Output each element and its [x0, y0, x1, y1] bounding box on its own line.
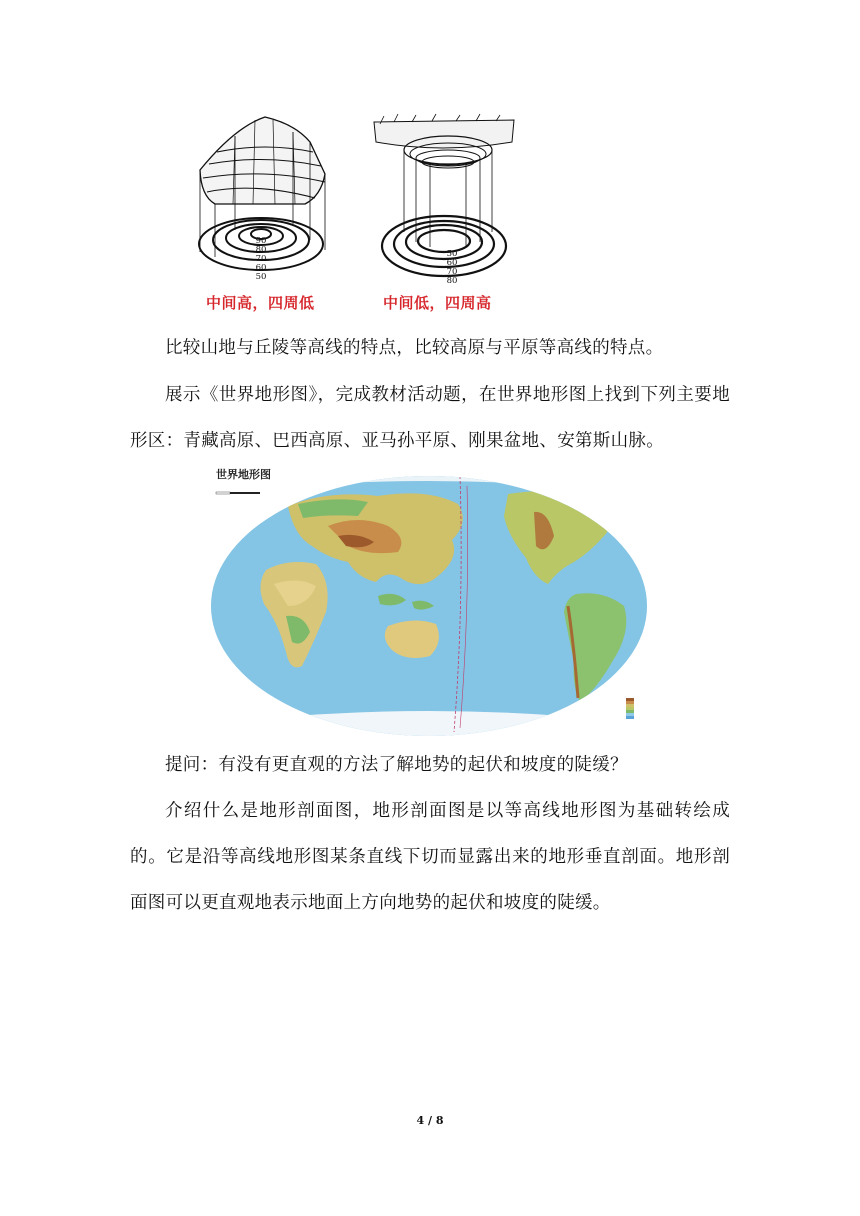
hill-contour-labels	[256, 236, 267, 282]
basin-contour-label: 50	[446, 249, 458, 259]
paragraph-world-map-activity: 展示《世界地形图》，完成教材活动题，在世界地形图上找到下列主要地形区：青藏高原、巴西高原、亚马孙平原、刚果盆地、安第斯山脉。	[130, 385, 730, 451]
basin-contour-labels	[447, 249, 458, 286]
hill-contour-label: 50	[255, 272, 267, 282]
map-elevation-legend	[626, 698, 634, 719]
basin-contour-diagram	[372, 112, 517, 290]
hill-caption: 中间高，四周低	[206, 294, 315, 312]
paragraph-compare-contours: 比较山地与丘陵等高线的特点，比较高原与平原等高线的特点。	[165, 338, 664, 358]
hill-contour-label: 80	[255, 245, 267, 255]
world-terrain-map	[208, 466, 650, 736]
basin-contour-label: 70	[446, 267, 458, 277]
paragraph-question: 提问：有没有更直观的方法了解地势的起伏和坡度的陡缓？	[165, 755, 628, 775]
hill-contour-label: 60	[255, 263, 267, 273]
hill-contour-label: 70	[255, 254, 267, 264]
map-title: 世界地形图	[216, 468, 271, 481]
basin-caption: 中间低，四周高	[383, 294, 492, 312]
page-number: 4 / 8	[416, 1114, 444, 1127]
basin-contour-label: 80	[446, 276, 458, 286]
map-scale-bar	[216, 492, 260, 494]
paragraph-profile-intro: 介绍什么是地形剖面图，地形剖面图是以等高线地形图为基础转绘成的。它是沿等高线地形图某条直线下切而显露出来的地形垂直剖面。地形剖面图可以更直观地表示地面上方向地势的起伏和坡度的陡缓。	[130, 801, 730, 913]
hill-contour-diagram	[195, 112, 345, 290]
hill-contour-label: 90	[255, 236, 267, 246]
basin-contour-label: 60	[446, 258, 458, 268]
